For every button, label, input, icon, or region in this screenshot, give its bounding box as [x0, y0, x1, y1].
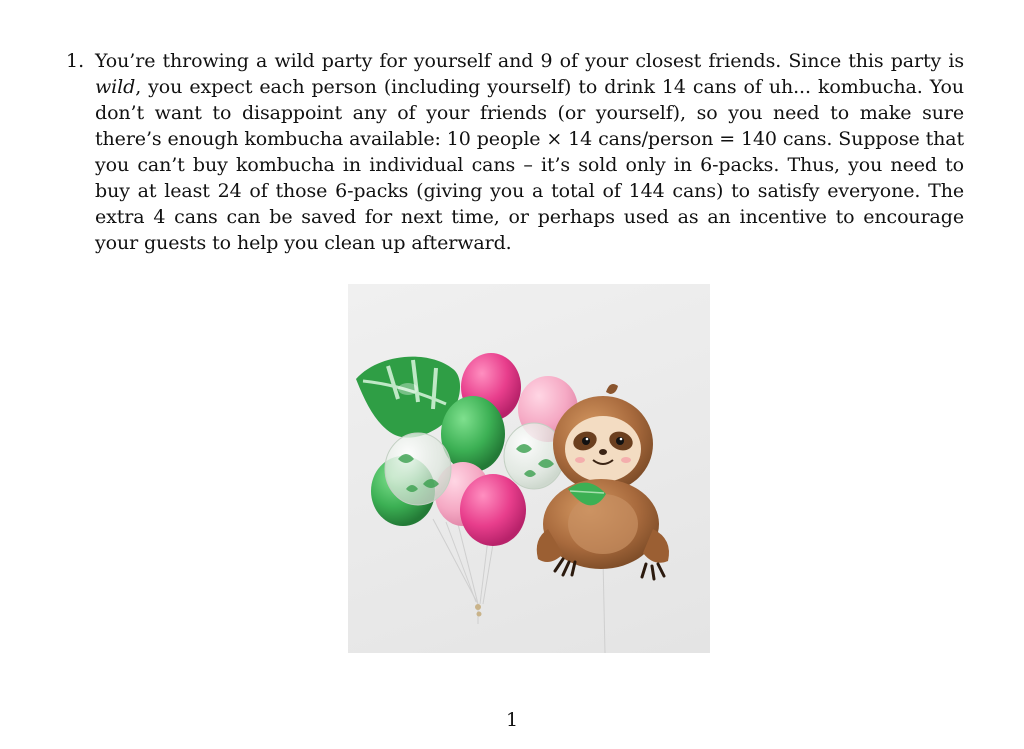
balloon-photo	[348, 284, 710, 653]
clear-leaf-balloon	[385, 433, 451, 505]
balloon-illustration	[348, 284, 710, 653]
page-number: 1	[505, 709, 519, 731]
problem-text	[95, 48, 964, 256]
problem-text-part-2: , you expect each person (including yourself) to drink 14 cans of uh... kombucha. You don’t want to disappoint any of your friends (or yourself), so you need to make sure there’s enough kombucha available: 10 people × 14 cans/person = 140 cans. Suppose that you can’t buy kombucha in individual cans – it’s sold only in 6-packs. Thus, you need to buy at least 24 of those 6-packs (giving you a total of 144 cans) to satisfy everyone. The extra 4 cans can be saved for next time, or perhaps used as an incentive to encourage your guests to help you clean up afterward.	[95, 76, 964, 254]
problem-1	[66, 48, 964, 256]
problem-text-part-1: You’re throwing a wild party for yourself and 9 of your closest friends. Since this party is	[95, 50, 964, 72]
pink-balloon	[460, 474, 526, 546]
emphasis-wild: wild	[95, 76, 136, 98]
problem-number: 1.	[66, 50, 85, 72]
